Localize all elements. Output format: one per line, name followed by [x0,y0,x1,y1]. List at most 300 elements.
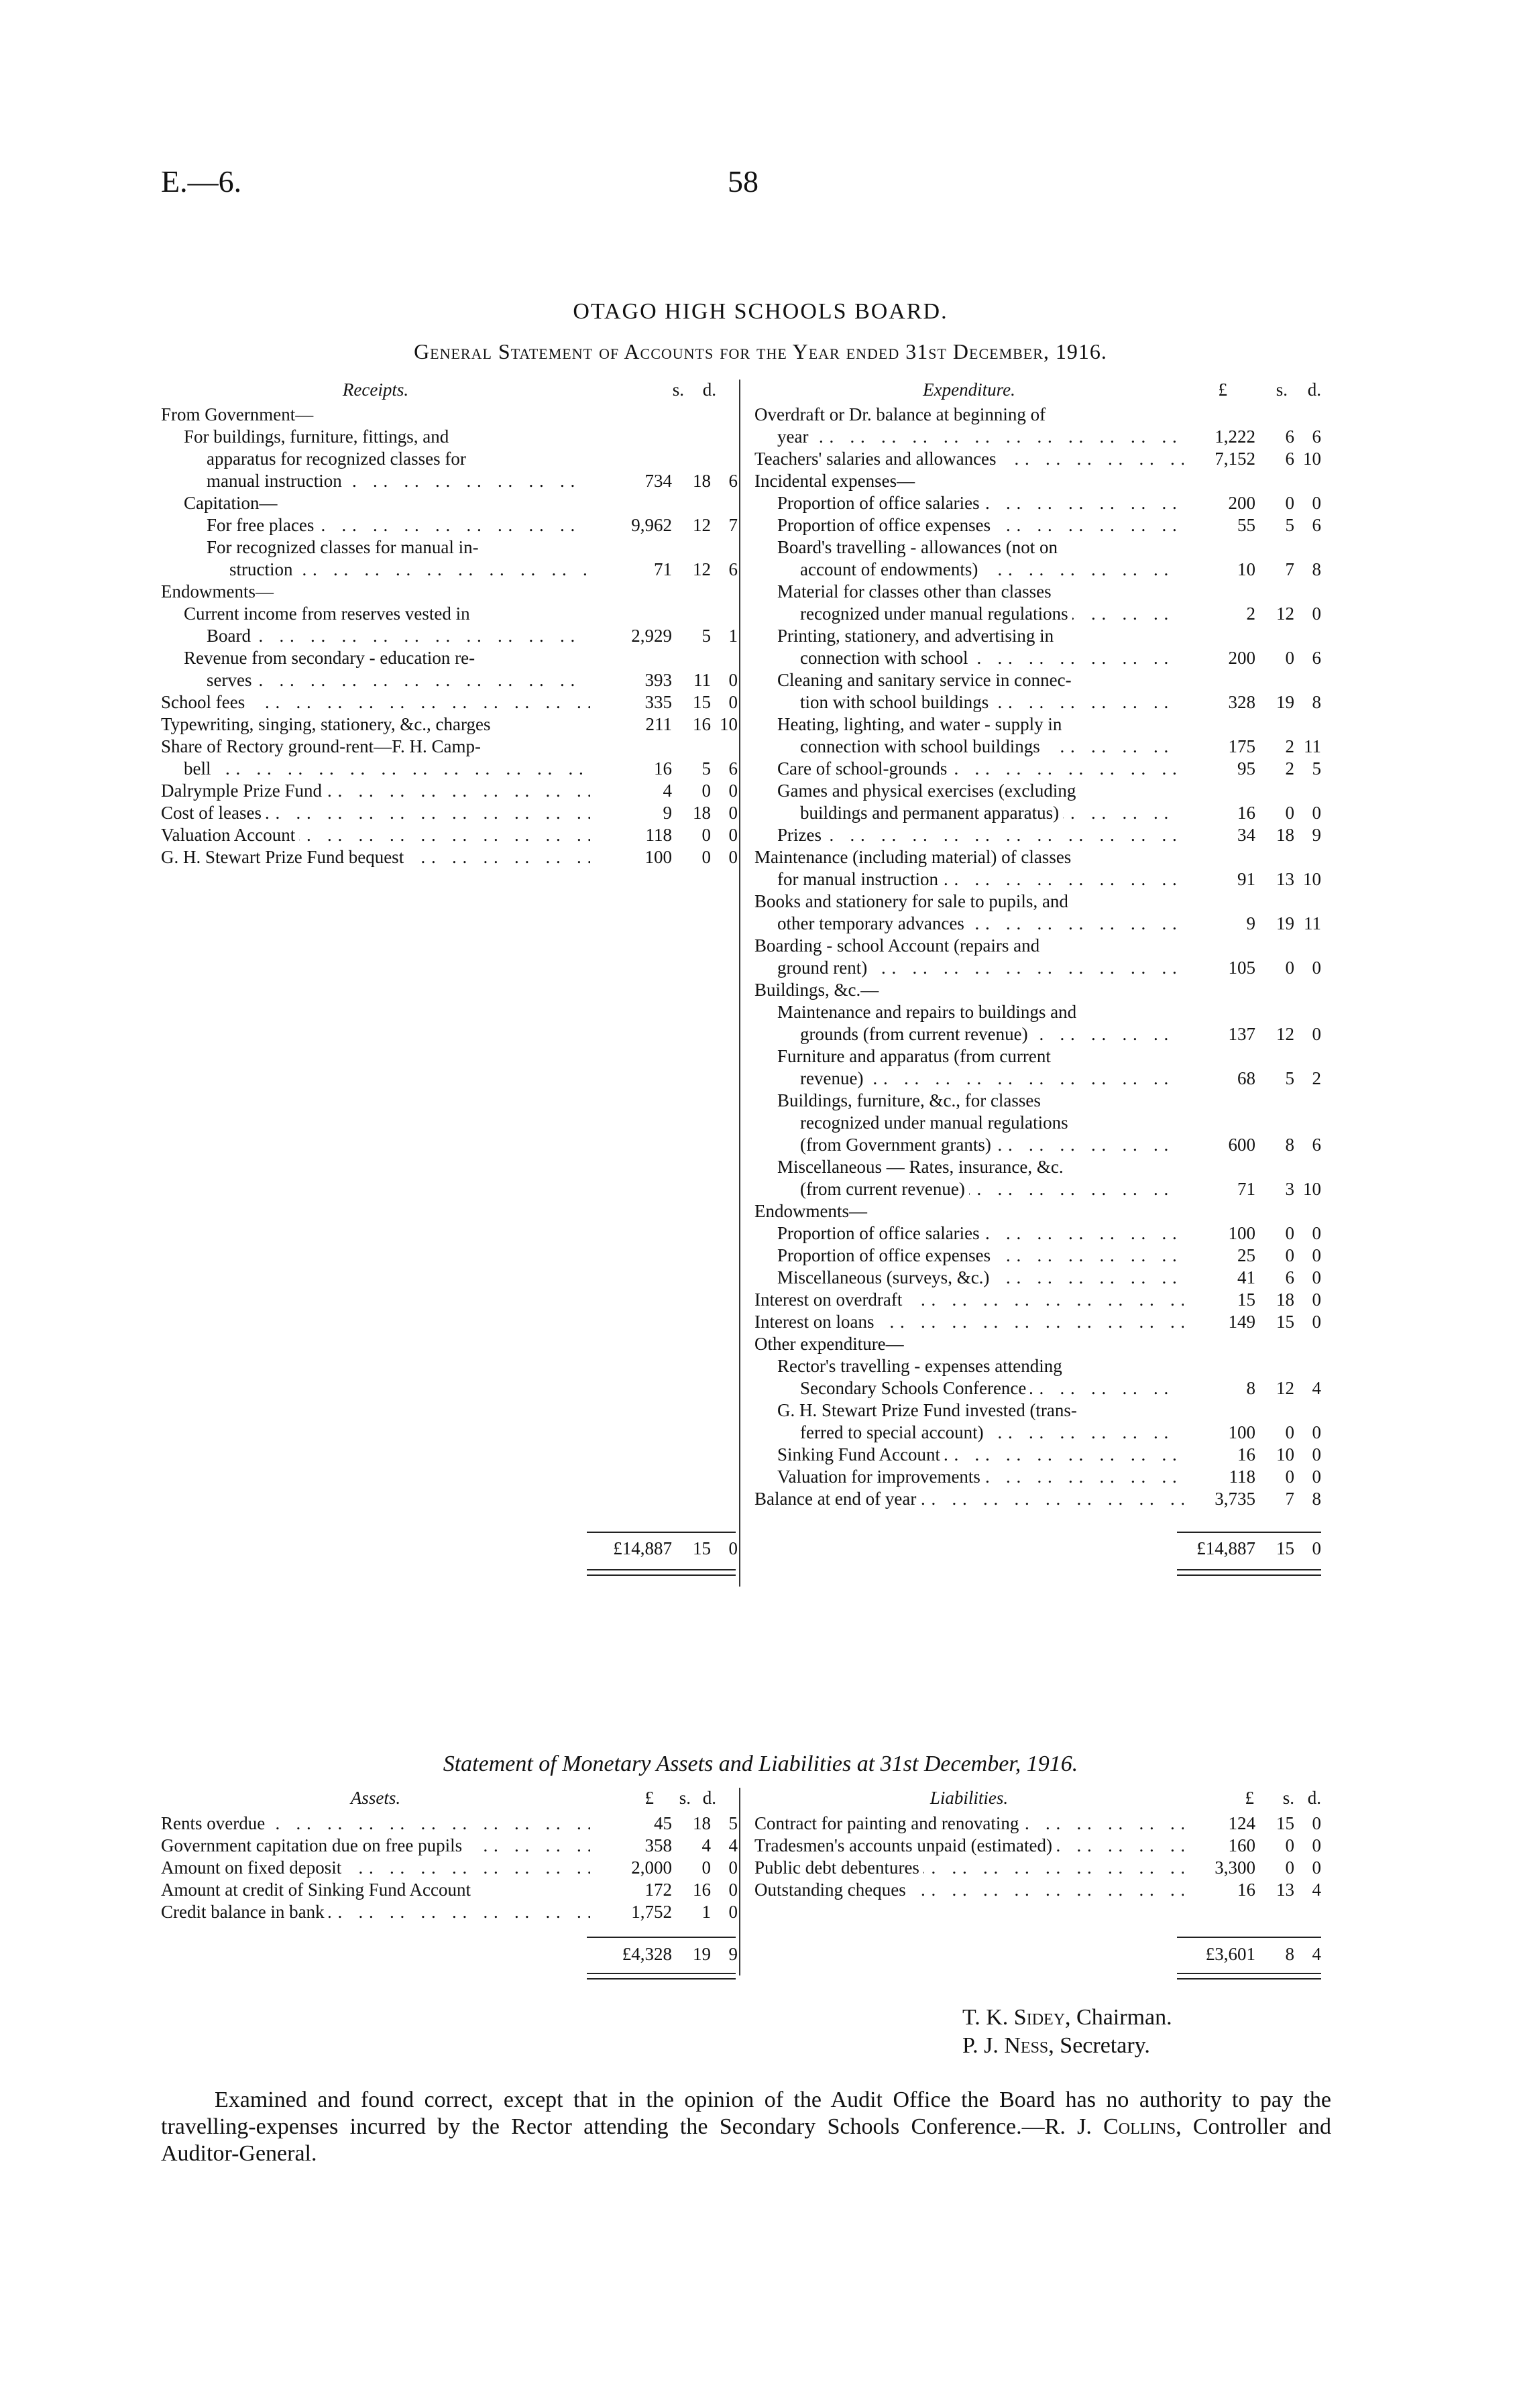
expenditure-row-label [800,1134,1184,1156]
expenditure-label-text: connection with school buildings [800,736,1044,756]
receipt-shillings: 18 [693,471,711,491]
liability-row [754,1813,1322,1835]
expenditure-row-label [754,470,1184,492]
receipt-row-label [161,846,590,868]
receipt-row [161,581,739,603]
expenditure-row [754,957,1322,979]
expenditure-row-label [800,1068,1184,1090]
expenditure-label-text: Proportion of office expenses [777,1245,995,1265]
receipt-row-label [184,492,590,514]
expenditure-shillings: 0 [1285,1223,1294,1243]
expenditure-row-label [777,1222,1184,1245]
expenditure-row [754,979,1322,1001]
expenditure-row [754,1466,1322,1488]
expenditure-shillings: 12 [1276,604,1294,624]
expenditure-label-text: Teachers' salaries and allowances [754,449,1001,469]
statement-subtitle: General Statement of Accounts for the Year ended 31st December, 1916. [414,339,1107,363]
expenditure-pounds: 137 [1228,1024,1255,1044]
asset-row [161,1857,739,1879]
receipts-total-pence: 0 [728,1538,738,1558]
expenditure-row-label [777,1444,1184,1466]
receipt-shillings: 12 [693,559,711,579]
expenditure-pence: 0 [1312,803,1321,823]
expenditure-row [754,470,1322,492]
expenditure-unit-pounds: £ [1218,380,1227,400]
expenditure-label-text: Games and physical exercises (excluding [777,781,1080,801]
expenditure-label-text: Balance at end of year [754,1489,920,1509]
receipt-row-label [184,758,590,780]
expenditure-pounds: 41 [1237,1267,1255,1287]
expenditure-row [754,1422,1322,1444]
expenditure-pence: 10 [1303,869,1321,889]
liability-shillings: 15 [1276,1813,1294,1833]
board-title: OTAGO HIGH SCHOOLS BOARD. [573,299,948,324]
receipt-pounds: 211 [645,714,672,734]
document-reference: E.—6. [161,164,242,198]
receipt-row-label [207,669,590,691]
expenditure-label-text: connection with school [800,648,972,668]
expenditure-row [754,736,1322,758]
expenditure-row [754,846,1322,868]
expenditure-row-label [754,1488,1184,1510]
expenditure-row-label [777,1466,1184,1488]
expenditure-row-label [800,736,1184,758]
expenditure-pence: 0 [1312,604,1321,624]
expenditure-label-text: buildings and permanent apparatus) [800,803,1063,823]
expenditure-row-label [800,1112,1184,1134]
expenditure-pounds: 100 [1228,1223,1255,1243]
expenditure-pence: 11 [1304,913,1321,933]
receipt-row [161,470,739,492]
expenditure-row-label [777,913,1184,935]
receipt-pounds: 9 [663,803,672,823]
assets-unit-shillings: s. [679,1788,691,1808]
receipt-shillings: 15 [693,692,711,712]
expenditure-pence: 10 [1303,449,1321,469]
expenditure-row [754,868,1322,891]
liability-label-text: Contract for painting and renovating [754,1813,1023,1833]
expenditure-row-label [800,559,1184,581]
liability-row [754,1879,1322,1901]
receipt-shillings: 12 [693,515,711,535]
expenditure-label-text: recognized under manual regulations [800,604,1072,624]
expenditure-row [754,426,1322,448]
asset-row [161,1813,739,1835]
receipt-row [161,736,739,758]
expenditure-pounds: 1,222 [1215,426,1255,447]
expenditure-label-text: Miscellaneous — Rates, insurance, &c. [777,1157,1068,1177]
receipt-row-label [161,404,590,426]
receipt-row-label [161,802,590,824]
expenditure-total-rule-2 [1177,1574,1321,1576]
expenditure-row [754,1333,1322,1355]
expenditure-label-text: Prizes [777,825,826,845]
secretary-name: P. J. Ness [962,2033,1049,2058]
expenditure-shillings: 10 [1276,1444,1294,1465]
assets-total-pounds: £4,328 [622,1944,672,1964]
expenditure-label-text: Maintenance and repairs to buildings and [777,1002,1080,1022]
expenditure-pence: 5 [1312,758,1321,779]
expenditure-shillings: 12 [1276,1024,1294,1044]
expenditure-shillings: 0 [1285,1245,1294,1265]
expenditure-pounds: 200 [1228,493,1255,513]
expenditure-label-text: Sinking Fund Account [777,1444,944,1465]
expenditure-pence: 0 [1312,1422,1321,1442]
expenditure-row [754,758,1322,780]
expenditure-shillings: 19 [1276,913,1294,933]
expenditure-row [754,935,1322,957]
asset-row [161,1835,739,1857]
receipt-row [161,514,739,536]
expenditure-row [754,1444,1322,1466]
expenditure-total-pence: 0 [1312,1538,1321,1558]
liability-pounds: 124 [1228,1813,1255,1833]
receipt-pounds: 71 [654,559,672,579]
assets-total-pence: 9 [728,1944,738,1964]
expenditure-row-label [777,824,1184,846]
expenditure-row [754,1245,1322,1267]
expenditure-row [754,448,1322,470]
expenditure-row [754,1178,1322,1200]
expenditure-row [754,1222,1322,1245]
expenditure-label-text: account of endowments) [800,559,982,579]
expenditure-row-label [754,891,1184,913]
receipt-label-text: bell [184,758,215,779]
receipt-label-text: Share of Rectory ground-rent—F. H. Camp- [161,736,485,756]
receipt-pounds: 393 [644,670,672,690]
expenditure-pounds: 15 [1237,1289,1255,1310]
assets-subtotal-rule [587,1937,736,1938]
liabilities-unit-shillings: s. [1282,1788,1294,1808]
expenditure-pounds: 600 [1228,1135,1255,1155]
expenditure-row-label [800,1377,1184,1399]
receipt-pence: 6 [728,471,738,491]
expenditure-pounds: 16 [1237,1444,1255,1465]
expenditure-row-label [800,1178,1184,1200]
expenditure-row [754,1023,1322,1045]
expenditure-row-label [777,426,1184,448]
expenditure-pounds: 16 [1237,803,1255,823]
liability-row [754,1857,1322,1879]
expenditure-shillings: 0 [1285,1422,1294,1442]
expenditure-row-label [777,1001,1184,1023]
liability-label-text: Tradesmen's accounts unpaid (estimated) [754,1835,1056,1855]
receipt-shillings: 0 [701,781,711,801]
asset-label-text: Rents overdue [161,1813,269,1833]
expenditure-pounds: 3,735 [1215,1489,1255,1509]
expenditure-shillings: 2 [1285,758,1294,779]
receipt-row [161,536,739,559]
assets-total-rule-2 [587,1978,736,1980]
asset-pence: 0 [728,1857,738,1878]
asset-shillings: 0 [701,1857,711,1878]
expenditure-table [754,404,1322,1510]
receipt-row-label [161,691,590,713]
expenditure-pounds: 175 [1228,736,1255,756]
chairman-name: T. K. Sidey [962,2005,1066,2030]
expenditure-row-label [777,1399,1184,1422]
expenditure-row-label [777,1045,1184,1068]
liabilities-total-rule-2 [1177,1978,1321,1980]
expenditure-shillings: 5 [1285,1068,1294,1088]
expenditure-row [754,1200,1322,1222]
expenditure-pence: 0 [1312,1467,1321,1487]
signature-chairman [962,2005,1172,2030]
receipt-row [161,758,739,780]
expenditure-label-text: Other expenditure— [754,1334,908,1354]
expenditure-label-text: Proportion of office salaries [777,493,984,513]
asset-pounds: 2,000 [631,1857,672,1878]
expenditure-label-text: Heating, lighting, and water - supply in [777,714,1066,734]
liability-row-label [754,1857,1184,1879]
expenditure-label-text: Incidental expenses— [754,471,919,491]
receipt-row [161,669,739,691]
expenditure-row-label [777,758,1184,780]
liability-pounds: 160 [1228,1835,1255,1855]
expenditure-shillings: 19 [1276,692,1294,712]
expenditure-row [754,625,1322,647]
liability-pence: 0 [1312,1835,1321,1855]
expenditure-pence: 0 [1312,1312,1321,1332]
expenditure-pence: 6 [1312,648,1321,668]
receipt-label-text: apparatus for recognized classes for [207,449,470,469]
expenditure-row-label [754,404,1184,426]
assets-liabilities-divider [739,1788,740,1975]
receipt-row [161,802,739,824]
expenditure-row-label [777,492,1184,514]
expenditure-row [754,1377,1322,1399]
expenditure-row-label [777,957,1184,979]
asset-label-text: Government capitation due on free pupils [161,1835,466,1855]
receipt-row [161,448,739,470]
signature-secretary [962,2033,1150,2059]
expenditure-pounds: 105 [1228,958,1255,978]
liabilities-total-pence: 4 [1312,1944,1321,1964]
expenditure-row [754,514,1322,536]
receipt-pounds: 118 [645,825,672,845]
receipt-pence: 10 [720,714,738,734]
expenditure-total-pounds: £14,887 [1196,1538,1255,1558]
expenditure-row-label [777,1156,1184,1178]
liability-row-label [754,1813,1184,1835]
receipt-label-text: Capitation— [184,493,281,513]
receipt-pence: 0 [728,670,738,690]
expenditure-row-label [777,713,1184,736]
expenditure-pounds: 95 [1237,758,1255,779]
expenditure-pence: 4 [1312,1378,1321,1398]
expenditure-pounds: 34 [1237,825,1255,845]
liability-label-text: Public debt debentures [754,1857,923,1878]
receipt-row-label [161,581,590,603]
asset-pounds: 45 [654,1813,672,1833]
expenditure-label-text: Furniture and apparatus (from current [777,1046,1055,1066]
expenditure-row [754,913,1322,935]
expenditure-label-text: Interest on loans [754,1312,878,1332]
expenditure-pounds: 2 [1246,604,1255,624]
expenditure-unit-shillings: s. [1276,380,1288,400]
expenditure-shillings: 15 [1276,1312,1294,1332]
expenditure-row [754,802,1322,824]
expenditure-pence: 0 [1312,958,1321,978]
asset-row-label [161,1835,590,1857]
expenditure-shillings: 18 [1276,1289,1294,1310]
expenditure-label-text: recognized under manual regulations [800,1112,1072,1133]
receipt-label-text: Revenue from secondary - education re- [184,648,479,668]
expenditure-pounds: 149 [1228,1312,1255,1332]
expenditure-row-label [777,780,1184,802]
expenditure-row [754,824,1322,846]
receipts-subtotal-rule [587,1532,736,1533]
liabilities-unit-pence: d. [1307,1788,1321,1808]
expenditure-pounds: 8 [1246,1378,1255,1398]
receipt-row-label [161,713,590,736]
receipt-pounds: 2,929 [631,626,672,646]
receipt-pounds: 335 [644,692,672,712]
expenditure-label-text: Maintenance (including material) of classes [754,847,1075,867]
expenditure-shillings: 8 [1285,1135,1294,1155]
liability-row-label [754,1835,1184,1857]
expenditure-row [754,647,1322,669]
expenditure-label-text: Care of school-grounds [777,758,951,779]
expenditure-row-label [777,514,1184,536]
expenditure-label-text: other temporary advances [777,913,968,933]
receipt-label-text: Cost of leases [161,803,266,823]
receipts-total-shillings: 15 [693,1538,711,1558]
expenditure-label-text: G. H. Stewart Prize Fund invested (trans- [777,1400,1081,1420]
page-number: 58 [728,164,758,198]
expenditure-label-text: Buildings, &c.— [754,980,883,1000]
receipt-label-text: From Government— [161,404,317,424]
expenditure-row [754,1399,1322,1422]
expenditure-row [754,1068,1322,1090]
expenditure-label-text: Rector's travelling - expenses attending [777,1356,1066,1376]
expenditure-label-text: Interest on overdraft [754,1289,906,1310]
expenditure-row-label [777,1090,1184,1112]
expenditure-shillings: 7 [1285,1489,1294,1509]
expenditure-row-label [754,1311,1184,1333]
asset-pence: 5 [728,1813,738,1833]
expenditure-row [754,1267,1322,1289]
receipt-label-text: Endowments— [161,581,278,601]
liability-pounds: 3,300 [1215,1857,1255,1878]
expenditure-row-label [754,846,1184,868]
expenditure-label-text: Secondary Schools Conference [800,1378,1030,1398]
expenditure-row-label [777,1245,1184,1267]
asset-shillings: 4 [701,1835,711,1855]
expenditure-label-text: year [777,426,812,447]
expenditure-pounds: 68 [1237,1068,1255,1088]
assets-unit-pence: d. [702,1788,716,1808]
receipt-label-text: Board [207,626,255,646]
expenditure-row [754,669,1322,691]
receipt-pence: 0 [728,692,738,712]
expenditure-unit-pence: d. [1307,380,1321,400]
receipt-row-label [161,824,590,846]
expenditure-subtotal-rule [1177,1532,1321,1533]
expenditure-row-label [777,625,1184,647]
expenditure-label-text: for manual instruction [777,869,942,889]
expenditure-pence: 11 [1304,736,1321,756]
expenditure-pence: 2 [1312,1068,1321,1088]
receipt-label-text: For free places [207,515,318,535]
expenditure-row [754,1311,1322,1333]
expenditure-shillings: 18 [1276,825,1294,845]
expenditure-label-text: Proportion of office expenses [777,515,995,535]
assets-liabilities-title: Statement of Monetary Assets and Liabilities at 31st December, 1916. [443,1752,1078,1776]
asset-pence: 0 [728,1880,738,1900]
receipt-row-label [161,736,590,758]
expenditure-shillings: 12 [1276,1378,1294,1398]
expenditure-pounds: 328 [1228,692,1255,712]
expenditure-shillings: 6 [1285,426,1294,447]
receipt-row [161,846,739,868]
receipt-shillings: 5 [701,626,711,646]
receipt-row-label [184,426,590,448]
receipt-pence: 0 [728,825,738,845]
liability-pence: 0 [1312,1813,1321,1833]
expenditure-label-text: ferred to special account) [800,1422,988,1442]
expenditure-label-text: Proportion of office salaries [777,1223,984,1243]
liabilities-subtotal-rule [1177,1937,1321,1938]
expenditure-pence: 0 [1312,1245,1321,1265]
receipt-row [161,647,739,669]
expenditure-pence: 8 [1312,1489,1321,1509]
expenditure-row [754,713,1322,736]
expenditure-row-label [777,581,1184,603]
liability-row [754,1835,1322,1857]
expenditure-shillings: 0 [1285,1467,1294,1487]
receipts-heading: Receipts. [342,380,409,400]
receipt-pence: 6 [728,758,738,779]
expenditure-label-text: Books and stationery for sale to pupils, and [754,891,1072,911]
expenditure-row [754,404,1322,426]
expenditure-label-text: grounds (from current revenue) [800,1024,1032,1044]
receipt-pounds: 4 [663,781,672,801]
receipt-pounds: 734 [644,471,672,491]
expenditure-row [754,603,1322,625]
receipt-row [161,780,739,802]
expenditure-label-text: (from Government grants) [800,1135,995,1155]
receipt-pounds: 16 [654,758,672,779]
expenditure-shillings: 0 [1285,958,1294,978]
expenditure-pence: 0 [1312,1267,1321,1287]
asset-row [161,1879,739,1901]
expenditure-pounds: 118 [1229,1467,1255,1487]
column-divider [739,380,740,1587]
expenditure-shillings: 3 [1285,1179,1294,1199]
expenditure-row-label [800,1422,1184,1444]
receipt-label-text: manual instruction [207,471,346,491]
assets-total-shillings: 19 [693,1944,711,1964]
receipt-row-label [207,470,590,492]
expenditure-row [754,1134,1322,1156]
receipts-total-rule-1 [587,1569,736,1570]
expenditure-row [754,536,1322,559]
expenditure-row-label [777,1355,1184,1377]
asset-row-label [161,1901,590,1923]
expenditure-label-text: ground rent) [777,958,871,978]
auditor-title: , Controller and Auditor-General. [161,2114,1331,2166]
expenditure-pounds: 55 [1237,515,1255,535]
liabilities-unit-pounds: £ [1245,1788,1254,1808]
liabilities-total [1170,1943,1322,1965]
receipt-row [161,691,739,713]
expenditure-row-label [754,1200,1184,1222]
assets-total [577,1943,739,1965]
expenditure-pence: 6 [1312,426,1321,447]
auditor-name: R. J. Collins [1044,2114,1176,2139]
receipt-label-text: For buildings, furniture, fittings, and [184,426,453,447]
